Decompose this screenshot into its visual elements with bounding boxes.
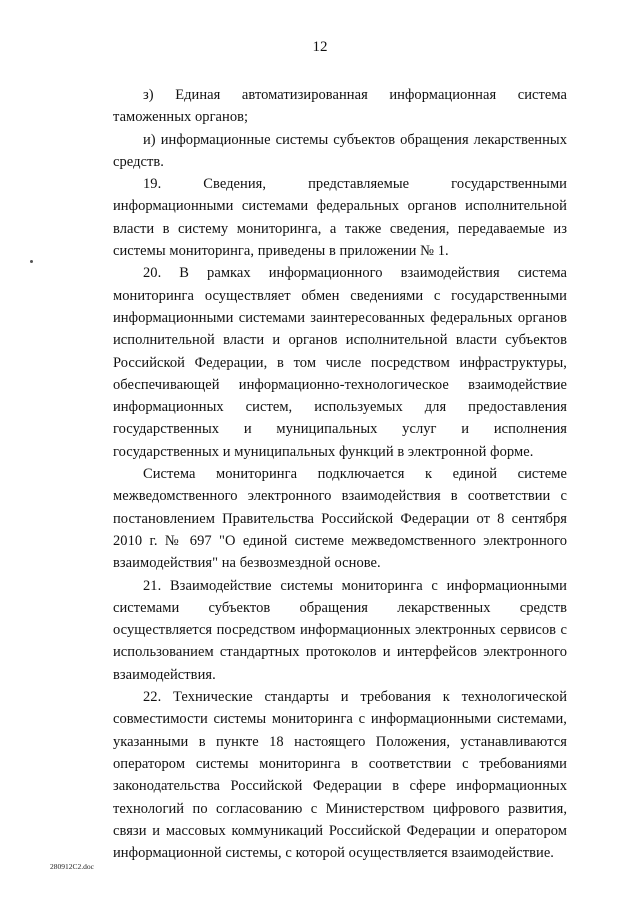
page-number: 12 <box>312 39 328 55</box>
paragraph-22-technical-standards: 22. Технические стандарты и требования к технологической совместимости системы мониторинга с информационными системами, указанными в пункте 18 настоящего Положения, устанавливаются оператором системы мониторинга в соответствии с требованиями законодательства Российской Федерации в сфере информационных технологий по согласованию с Министерством цифрового развития, связи и массовых коммуникаций Российской Федерации и оператором информационной системы, с которой осуществляется взаимодействие. <box>113 689 567 862</box>
margin-mark <box>30 260 33 263</box>
footer-file-code: 280912C2.doc <box>50 862 94 871</box>
paragraph-20-information-exchange: 20. В рамках информационного взаимодействия система мониторинга осуществляет обмен сведениями с государственными информационными системами заинтересованных федеральных органов исполнительной власти и органов исполнительной власти субъектов Российской Федерации, в том числе посредством инфраструктуры, обеспечивающей информационно-технологическое взаимодействие информационных систем, используемых для предоставления государственных и муниципальных услуг и исполнения государственных и муниципальных функций в электронной форме. <box>113 265 567 460</box>
paragraph-i-drug-subjects-systems: и) информационные системы субъектов обращения лекарственных средств. <box>113 131 567 170</box>
document-body <box>113 84 567 864</box>
paragraph-z-customs-system: з) Единая автоматизированная информационная система таможенных органов; <box>113 87 567 126</box>
paragraph-21-interaction-services: 21. Взаимодействие системы мониторинга с информационными системами субъектов обращения лекарственных средств осуществляется посредством информационных электронных сервисов с использованием стандартных протоколов и интерфейсов электронного взаимодействия. <box>113 577 567 683</box>
paragraph-19-information-appendix: 19. Сведения, представляемые государственными информационными системами федеральных органов исполнительной власти в систему мониторинга, а также сведения, передаваемые из системы мониторинга, приведены в приложении № 1. <box>113 176 567 260</box>
paragraph-smev-connection: Система мониторинга подключается к единой системе межведомственного электронного взаимодействия в соответствии с постановлением Правительства Российской Федерации от 8 сентября 2010 г. № 697 "О единой системе межведомственного электронного взаимодействия" на безвозмездной основе. <box>113 466 567 572</box>
